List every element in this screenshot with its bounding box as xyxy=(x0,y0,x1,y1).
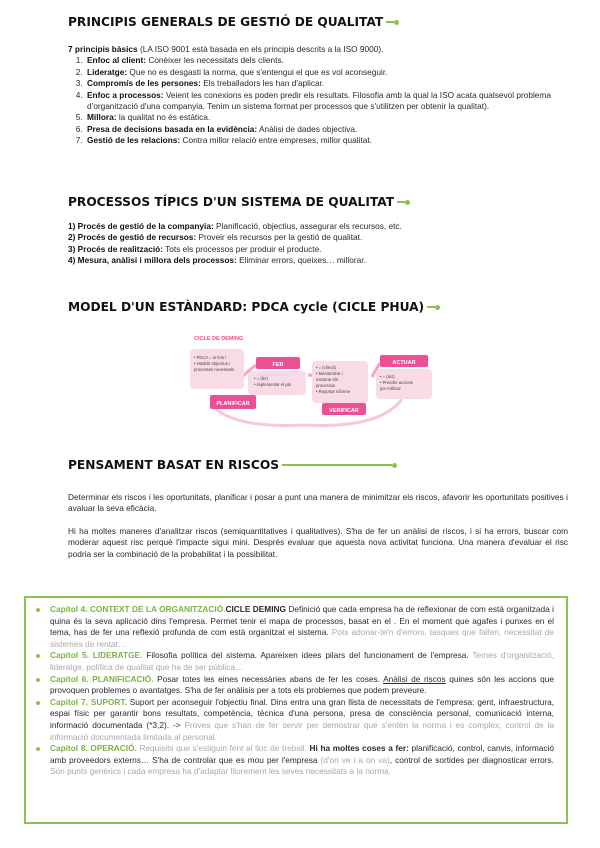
chapter-underlined-text: Anàlisi de riscos xyxy=(383,673,446,684)
verificar-label: VERIFICAR xyxy=(329,408,359,414)
risks-paragraph-2: Hi ha moltes maneres d'analitzar riscos (semiquantitatives i qualitatives). S'ha de fer un anàlisi de riscos, i si ha errors, buscar com moderar aquest risc perquè l'impacte sigui mini. Després evaluar que aquesta nova activitat funciona. Una manera d'evaluar el risc podria ser la combinació de la probabilitat i la possibilitat. xyxy=(68,525,568,559)
principle-item xyxy=(85,90,568,113)
risks-block xyxy=(68,492,568,560)
chapter-title: Capítol 7. SUPORT. xyxy=(50,696,127,707)
principle-text: Anàlisi de dades objectiva. xyxy=(257,123,358,134)
planificar-line: processos necessaris xyxy=(194,367,235,372)
chapter-bold-text: CICLE DEMING xyxy=(225,604,286,614)
process-text: Planificació, objectius, assegurar els recursos, etc. xyxy=(213,221,402,231)
principle-item xyxy=(85,78,568,89)
chapter-muted-text: Són punts genèrics i cada empresa ha d'adaptar lliurement les seves necessitats a la norma. xyxy=(50,766,392,777)
chapter-bold-text: Hi ha moltes coses a fer: xyxy=(306,743,409,754)
verificar-line: • = (check) xyxy=(316,365,336,370)
chapter-item xyxy=(48,674,554,697)
chapter-text: quines són les accions que provoquen problemes o avantatges. S'ha de fer anàlisis per a tots els problemes que podem preveure. xyxy=(50,673,555,696)
process-term: 1) Procés de gestió de la companyia: xyxy=(68,221,214,231)
chapter-muted-text: Proves que s'han de fer servir per demostrar que s'entén la norma i es complex, control de la informació documentada limitada al personal. xyxy=(50,719,554,742)
actuar-line: per millorar xyxy=(380,386,401,391)
process-term: 4) Mesura, anàlisi i millora dels processos: xyxy=(68,255,237,266)
verificar-line: • Monitoritzar i xyxy=(316,371,343,376)
process-text: Proveir els recursos per la gestió de qualitat. xyxy=(196,232,363,243)
principle-text: Els treballadors les han d'aplicar. xyxy=(200,78,325,89)
fer-line: • = (fer) xyxy=(254,376,268,381)
title-underline xyxy=(386,21,394,23)
chapter-title: Capítol 4. CONTEXT DE LA ORGANITZACIÓ. xyxy=(50,604,226,614)
chapter-muted-text: Temes d'organització, lideratge, política de qualitat que ha de ser pública… xyxy=(50,650,554,672)
process-item xyxy=(68,244,568,255)
verificar-line: • Reportar informe xyxy=(316,389,351,394)
chapter-item xyxy=(48,743,554,778)
principles-list xyxy=(85,55,568,146)
chapter-text: , control de sortides per diagnosticar errors. xyxy=(389,754,554,765)
fer-line: • implementar el pla xyxy=(254,382,291,387)
chapter-text: Posar totes les eines necessàries abans de fer les coses. xyxy=(153,673,384,684)
chapter-muted-text: (d'on ve i a on va) xyxy=(320,754,390,765)
principle-term: Gestió de les relacions: xyxy=(87,135,181,146)
section-title-pdca: MODEL D'UN ESTÀNDARD: PDCA cycle (CICLE PHUA) xyxy=(68,300,435,314)
actuar-line: • = (act) xyxy=(380,374,395,379)
chapters-box xyxy=(24,596,568,824)
principle-item xyxy=(85,67,568,78)
process-text: Eliminar errors, queixes… millorar. xyxy=(236,255,366,266)
principle-item xyxy=(85,55,568,66)
verificar-line: mesurar els xyxy=(316,377,338,382)
chapter-item xyxy=(48,697,554,743)
principle-term: Lideratge: xyxy=(87,66,128,77)
principles-block xyxy=(68,44,568,147)
principle-term: Compromís de les persones: xyxy=(87,78,201,89)
fer-label: FER xyxy=(272,362,284,368)
pdca-diagram xyxy=(170,325,440,431)
principle-item xyxy=(85,124,568,135)
chapter-text: Definició que cada empresa ha de reflexionar de com està organitzada i quina és la seva aplicació dins l'empresa. Permet tenir el mapa de processos, basat en el xyxy=(50,604,555,626)
planificar-line: • establir objectius i xyxy=(194,361,230,366)
chapter-item xyxy=(48,650,554,673)
principle-item xyxy=(85,112,568,123)
process-item xyxy=(68,221,568,232)
principle-term: Millora: xyxy=(87,112,117,123)
chapter-title: Capítol 6. PLANIFICACIÓ. xyxy=(50,673,154,684)
verificar-line: processos xyxy=(316,383,336,388)
chapter-item xyxy=(48,604,554,650)
chapter-muted-text: Pots adonar-te'n d'errors, tasques que fallen, necessitat de sistemes de rentat… xyxy=(50,627,555,649)
process-item xyxy=(68,255,568,266)
process-item xyxy=(68,232,568,243)
chapter-text: . En el moment que agafes i punxes en el tema, has de fer una reflexió profunda de com està organitzat el sistema. xyxy=(50,615,554,638)
actuar-label: ACTUAR xyxy=(392,360,416,366)
process-term: 2) Procés de gestió de recursos: xyxy=(68,232,197,243)
principle-term: Enfoc a processos: xyxy=(87,89,164,100)
principle-text: Veient les conexions es poden predir els resultats. Filosofia amb la qual la ISO acata qualsevol problema d'organització d'una companyia. Tenim un sistema format per processos que s'utilitzen per obtenir la qualitat). xyxy=(87,89,551,112)
title-underline xyxy=(427,306,435,308)
chapter-title: Capítol 5. LIDERATGE. xyxy=(50,650,143,661)
planificar-label: PLANIFICAR xyxy=(216,401,250,407)
principles-intro: 7 principis bàsics (LA ISO 9001 està basada en els principis descrits a la ISO 9000). xyxy=(68,44,384,54)
section-title-processes: PROCESSOS TÍPICS D'UN SISTEMA DE QUALITAT xyxy=(68,195,405,209)
actuar-line: • Prendre accions xyxy=(380,380,413,385)
principle-text: Conèixer les necessitats dels clients. xyxy=(146,55,284,66)
chapter-text: Filosofia política del sistema. Apareixen idees pilars del funcionament de l'empresa. xyxy=(142,650,473,661)
title-underline xyxy=(282,464,392,466)
principle-text: la qualitat no és estàtica. xyxy=(116,112,211,123)
principle-text: Que no es desgasti la norma, que s'entengui el que es vol aconseguir. xyxy=(127,66,388,77)
title-underline xyxy=(397,201,405,203)
chapter-text: planificació, control, canvis, informació amb proveedors externs… S'ha de controlar que es mou per l'empresa xyxy=(50,743,554,765)
risks-paragraph-1: Determinar els riscos i les oportunitats, planificar i posar a punt una manera de minimitzar els riscos, afavorir les oportunitats positives i avaluar la seva eficàcia. xyxy=(68,492,568,514)
process-text: Tots els processos per produir el producte. xyxy=(163,243,322,254)
pdca-caption: CICLE DE DEMING xyxy=(194,336,244,342)
chapter-text: Suport per aconseguir l'objectiu final. Dins entra una gran llista de necessitats de l'empresa: gent, infraestructura, espai físic per garantir bons resultats, competència, tècnica d'una persona, presa de consciència personal, comunicació interna, informació documentada (*3,2). -> xyxy=(50,696,555,730)
chapter-muted-text: Requisits que s'estiguin fent al lloc de treball. xyxy=(136,743,307,754)
chapter-title: Capítol 8. OPERACIÓ. xyxy=(50,743,137,754)
principle-text: Contra millor relació entre empreses, millor qualitat. xyxy=(180,135,372,146)
principle-term: Presa de decisions basada en la evidència: xyxy=(87,123,258,134)
principle-item xyxy=(85,135,568,146)
processes-list xyxy=(68,221,568,267)
planificar-line: • PDCA = lo fem i xyxy=(194,355,227,360)
process-term: 3) Procés de realització: xyxy=(68,243,163,254)
principle-term: Enfoc al client: xyxy=(87,55,147,66)
section-title-risks: PENSAMENT BASAT EN RISCOS xyxy=(68,458,392,472)
section-title-principles: PRINCIPIS GENERALS DE GESTIÓ DE QUALITAT xyxy=(68,15,394,29)
chapters-list xyxy=(48,604,554,778)
